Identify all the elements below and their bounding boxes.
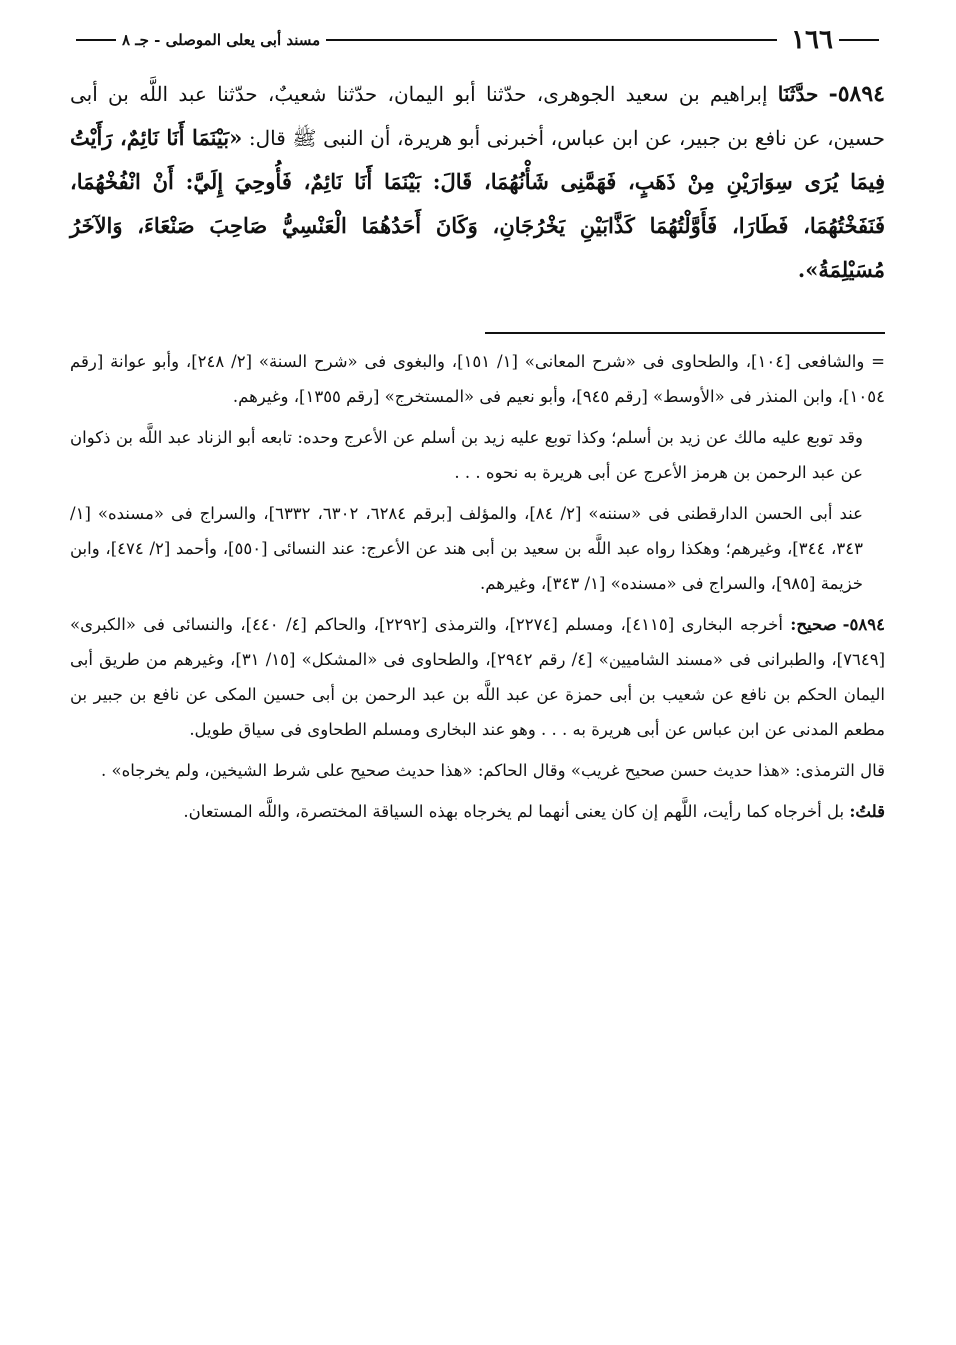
running-header	[70, 22, 885, 58]
document-page	[70, 22, 885, 835]
footnote-separator	[70, 314, 885, 342]
hadith-number: ٥٨٩٤-	[828, 81, 885, 107]
header-rule-left	[76, 39, 116, 41]
hadith-text	[70, 72, 885, 292]
footnote-number: ٥٨٩٤-	[842, 615, 885, 634]
footnote-paragraph-6-text: بل أخرجاه كما رأيت، اللَّهم إن كان يعنى أنهما لم يخرجاه بهذه السياقة المختصرة، واللَّه المستعان.	[183, 802, 845, 821]
hadith-matn: «بَيْنَمَا أَنَا نَائِمٌ، رَأَيْتُ فِيمَا يُرَى سِوَارَيْنِ مِنْ ذَهَبٍ، فَهَمَّنِى شَأْنُهُمَا، قَالَ: بَيْنَمَا أَنَا نَائِمٌ، فَأُوحِيَ إِلَيَّ: أَنْ انْفُخْهُمَا، فَنَفَخْتُهُمَا، فَطَارَا، فَأَوَّلْتُهُمَا كَذَّابَيْنِ يَخْرُجَانِ، وَكَانَ أَحَدُهُمَا الْعَنْسِيُّ صَاحِبَ صَنْعَاءَ، وَالآخَرُ مُسَيْلِمَةُ».	[70, 125, 885, 282]
footnote-paragraph-2: وقد توبع عليه مالك عن زيد بن أسلم؛ وكذا توبع عليه زيد بن أسلم عن الأعرج وحده: تابعه أبو الزناد عبد اللَّه بن ذكوان عن عبد الرحمن بن هرمز الأعرج عن أبى هريرة به نحوه . . .	[70, 428, 863, 482]
footnote-paragraph-6	[70, 794, 885, 829]
hadith-isnad: إبراهيم بن سعيد الجوهرى، حدّثنا أبو اليمان، حدّثنا شعيبٌ، حدّثنا عبد اللَّه بن أبى حسين، عن نافع بن جبير، عن ابن عباس، أخبرنى أبو هريرة، أن النبى ﷺ قال:	[70, 82, 885, 150]
grading-label: صحيح:	[790, 615, 837, 634]
footnote-paragraph-5: قال الترمذى: «هذا حديث حسن صحيح غريب» وقال الحاكم: «هذا حديث صحيح على شرط الشيخين، ولم يخرجاه» .	[101, 761, 885, 780]
header-rule-right	[839, 39, 879, 41]
book-title: مسند أبى يعلى الموصلى - جـ ٨	[122, 31, 321, 49]
footnote-paragraph-4-text: أخرجه البخارى [٤١١٥]، ومسلم [٢٢٧٤]، والترمذى [٢٢٩٢]، والحاكم [٤/ ٤٤٠]، والنسائى فى «الكبرى» [٧٦٤٩]، والطبرانى فى «مسند الشاميين» [٤/ رقم ٢٩٤٢]، والطحاوى فى «المشكل» [١٥/ ٣١]، وغيرهم من طريق أبى اليمان الحكم بن نافع عن شعيب بن أبى حمزة عن عبد اللَّه بن عبد الرحمن بن أبى حسين المكى عن نافع بن جبير بن مطعم المدنى عن ابن عباس عن أبى هريرة به . . . وهو عند البخارى ومسلم الطحاوى فى سياق طويل.	[70, 615, 885, 739]
footnotes	[70, 344, 885, 829]
footnote-paragraph-3: عند أبى الحسن الدارقطنى فى «سننه» [٢/ ٨٤]، والمؤلف [برقم ٦٢٨٤، ٦٣٠٢، ٦٣٣٢]، والسراج فى «مسنده» [١/ ٣٤٣، ٣٤٤]، وغيرهم؛ وهكذا رواه عبد اللَّه بن سعيد بن أبى هند عن الأعرج: عند النسائى [٥٥٠]، وأحمد [٢/ ٤٧٤]، وابن خزيمة [٩٨٥]، والسراج فى «مسنده» [١/ ٣٤٣]، وغيرهم.	[70, 504, 863, 593]
footnote-separator-line	[485, 332, 885, 334]
page-number: ١٦٦	[791, 25, 833, 55]
header-rule-middle	[326, 39, 777, 41]
footnote-paragraph-4	[70, 607, 885, 747]
qultu-label: قلتُ:	[849, 802, 885, 821]
hadith-lead-word: حدَّثَنَا	[777, 82, 819, 106]
footnote-paragraph-1: = والشافعى [١٠٤]، والطحاوى فى «شرح المعانى» [١/ ١٥١]، والبغوى فى «شرح السنة» [٢/ ٢٤٨]، وأبو عوانة [رقم ١٠٥٤]، وابن المنذر فى «الأوسط» [رقم ٩٤٥]، وأبو نعيم فى «المستخرج» [رقم ١٣٥٥]، وغيرهم.	[70, 352, 885, 406]
